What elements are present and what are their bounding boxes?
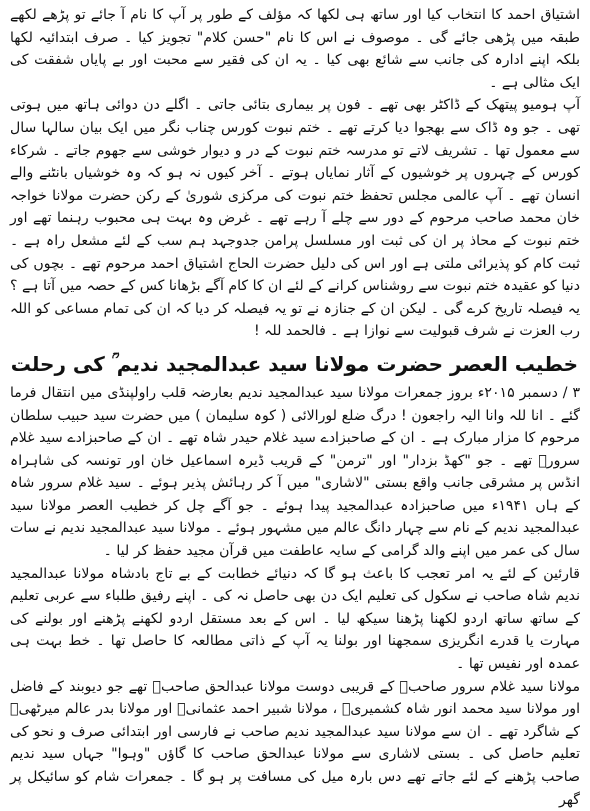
paragraph: قارئین کے لئے یہ امر تعجب کا باعث ہو گا کہ دنیائے خطابت کے بے تاج بادشاہ مولانا عبدالمجید ندیم شاہ صاحب نے سکول کی تعلیم ایک دن بھی حاصل نہ کی ۔ اپنے رفیق طلباء سے عربی تعلیم کے ساتھ ساتھ اردو لکھنا پڑھنا سیکھ لیا ۔ اس کے بعد مستقل اردو لکھنے پڑھنے اور بولنے کی مہارت یا قدرے انگریزی سمجھنا اور بولنا یہ آپ کے ذاتی مطالعہ کا حاصل تھا ۔ خط بہت ہی عمدہ اور نفیس تھا ۔: [10, 565, 580, 673]
paragraph: اشتیاق احمد کا انتخاب کیا اور ساتھ ہی لکھا کہ مؤلف کے طور پر آپ کا نام آ جائے تو پڑھے لکھے طبقہ میں پڑھی جائے گی ۔ موصوف نے اس کا نام "حسن کلام" تجویز کیا ۔ صرف ابتدائیہ لکھا بلکہ اپنے ادارہ کی جانب سے شائع بھی کیا ۔ یہ ان کی فقیر سے محبت اور بے پایاں شفقت کی ایک مثالی ہے ۔: [10, 7, 580, 91]
section-abdul-majeed-nadeem: [10, 382, 580, 811]
paragraph: مولانا سید غلام سرور صاحبؒ کے قریبی دوست مولانا عبدالحق صاحبؒ تھے جو دیوبند کے فاضل اور مولانا سید محمد انور شاہ کشمیریؒ ، مولانا شبیر احمد عثمانیؒ اور مولانا بدر عالم میرٹھیؒ کے شاگرد تھے ۔ ان سے مولانا سید عبدالمجید ندیم صاحب نے فارسی اور ابتدائی صرف و نحو کی تعلیم حاصل کی ۔ بستی لاشاری سے مولانا عبدالحق صاحب کا گاؤں "وہوا" جہاں سید ندیم صاحب پڑھنے کے لئے جاتے تھے دس بارہ میل کی مسافت پر ہو گا ۔ جمعرات شام کو سائیکل پر گھر: [10, 678, 580, 808]
section-ishtiaq-ahmed: [10, 4, 580, 343]
paragraph: آپ ہومیو پیتھک کے ڈاکٹر بھی تھے ۔ فون پر بیماری بتائی جاتی ۔ اگلے دن دوائی ہاتھ میں ہوتی تھی ۔ جو وہ ڈاک سے بھجوا دیا کرتے تھے ۔ ختم نبوت کورس چناب نگر میں ایک بیان سالہا سال سے معمول تھا ۔ تشریف لاتے تو مدرسہ ختم نبوت کے در و دیوار خوشی سے جھوم جاتے ۔ شرکاء کورس کے چہروں پر خوشیوں کے آثار نمایاں ہوتے ۔ آخر کیوں نہ ہو کہ وہ خوشیاں بانٹنے والے انسان تھے ۔ آپ عالمی مجلس تحفظ ختم نبوت کی مرکزی شوریٰ کے رکن حضرت مولانا خواجہ خان محمد صاحب مرحوم کے دور سے چلے آ رہے تھے ۔ غرض وہ بہت ہی محبوب رہنما تھے اور ختم نبوت کے محاذ پر ان کی ثبت اور مسلسل پرامن جدوجہد ہم سب کے لئے مشعل راہ ہے ۔ ثبت کام کو پذیرائی ملتی ہے اور اس کی دلیل حضرت الحاج اشتیاق احمد مرحوم تھے ۔ بچوں کی دنیا کو عقیدہ ختم نبوت سے روشناس کرانے کے لئے ان کا کام آگے بڑھانا کس کے حصہ میں آتا ہے ؟ یہ فیصلہ تاریخ کرے گی ۔ لیکن ان کے جنازہ نے تو یہ فیصلہ کر دیا کہ ان کی تمام مساعی کو اللہ رب العزت نے شرف قبولیت سے نوازا ہے ۔ فالحمد للہ !: [10, 97, 580, 340]
paragraph: ۳ / دسمبر ۲۰۱۵ء بروز جمعرات مولانا سید عبدالمجید ندیم بعارضہ قلب راولپنڈی میں انتقال فرما گئے ۔ انا للہ وانا الیہ راجعون ! درگ ضلع لورالائی ( کوہ سلیمان ) میں حضرت سید حبیب سلطان مرحوم کا مزار مبارک ہے ۔ ان کے صاحبزادے سید غلام حیدر شاہ تھے ۔ ان کے صاحبزادے سید غلام سرورؒ تھے ۔ جو "کھڈ بزدار" اور "ترمن" کے قریب ڈیرہ اسماعیل خان اور تونسہ کی شاہراہ انڈس پر مشرقی جانب واقع بستی "لاشاری" میں آ کر رہائش پذیر ہوئے ۔ سید غلام سرور شاہ کے ہاں ۱۹۴۱ء میں صاحبزادہ عبدالمجید پیدا ہوئے ۔ جو آگے چل کر خطیب العصر مولانا سید عبدالمجید ندیم کے نام سے چہار دانگ عالم میں مشہور ہوئے ۔ مولانا سید عبدالمجید ندیم نے سات سال کی عمر میں اپنے والد گرامی کے سایہ عاطفت میں قرآن مجید حفظ کر لیا ۔: [10, 384, 581, 560]
section-heading: خطیب العصر حضرت مولانا سید عبدالمجید ندیم ؒ کی رحلت: [10, 351, 578, 376]
